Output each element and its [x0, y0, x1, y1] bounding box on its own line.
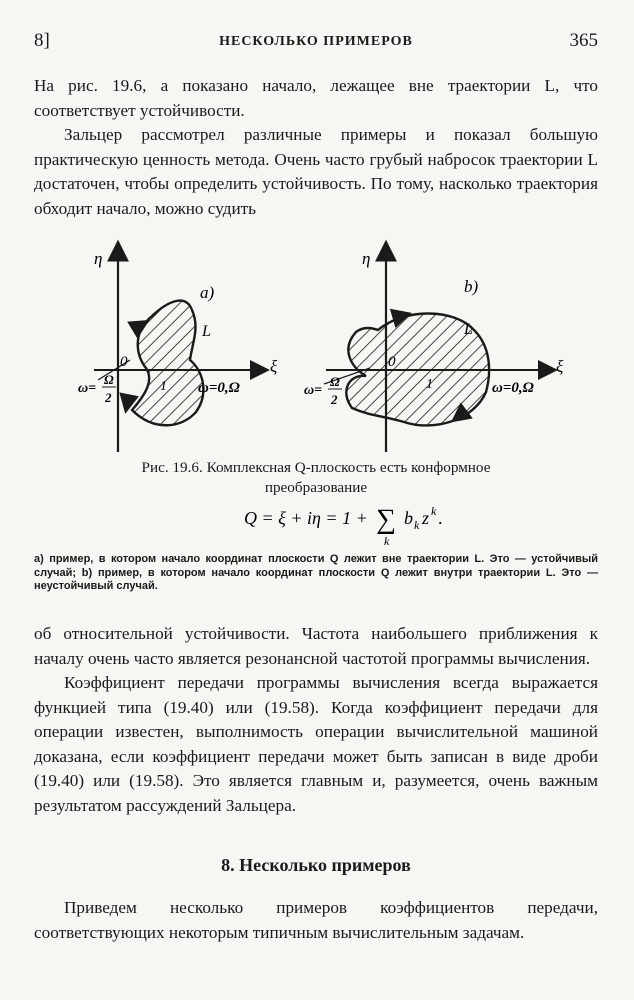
- body-paragraph-1: об относительной устойчивости. Частота наибольшего приближения к началу очень часто является резонансной частотой программы вычисления.: [34, 624, 598, 668]
- omega-left-prefix-a: ω=: [78, 381, 97, 396]
- book-page: [34, 0, 598, 1000]
- origin-label-b: 0: [388, 354, 396, 370]
- omega-left-num-b: Ω: [330, 374, 340, 389]
- formula-coef: b: [404, 508, 413, 528]
- section-marker: 8]: [34, 30, 50, 51]
- panel-b-tag: b): [464, 277, 479, 296]
- closing-paragraph: Приведем несколько примеров коэффициентов передачи, соответствующих некоторым типичным вычислительным задачам.: [34, 898, 598, 942]
- closing-text: [34, 896, 598, 945]
- intro-paragraph-1: На рис. 19.6, a показано начало, лежащее вне траектории L, что соответствует устойчивости.: [34, 76, 598, 120]
- one-label-a: 1: [160, 379, 167, 394]
- eta-label-b: η: [362, 249, 371, 268]
- caption-line-1: Рис. 19.6. Комплексная Q-плоскость есть конформное: [141, 459, 491, 476]
- curve-arrow-a2: [126, 400, 128, 410]
- trajectory-curve-a: [132, 301, 203, 426]
- formula-svg: [34, 498, 598, 550]
- one-label-b: 1: [426, 377, 433, 392]
- intro-paragraph-2: Зальцер рассмотрел различные примеры и показал большую практическую ценность метода. Очень часто грубый набросок траектории L достаточен, чтобы определить устойчивость. По тому, насколько траектория обходит начало, можно судить: [34, 125, 598, 218]
- curve-label-a: L: [202, 323, 211, 340]
- xi-label-a: ξ: [270, 357, 278, 376]
- intro-text: [34, 74, 598, 221]
- panel-b: [304, 244, 564, 452]
- omega-right-a: ω=0,Ω: [198, 380, 240, 396]
- running-title: НЕСКОЛЬКО ПРИМЕРОВ: [219, 34, 413, 49]
- omega-left-num-a: Ω: [104, 372, 114, 387]
- caption-line-2: преобразование: [264, 479, 368, 496]
- formula-var: z: [422, 508, 430, 528]
- section-heading: 8. Несколько примеров: [221, 855, 411, 875]
- formula-exponent: k: [431, 504, 437, 518]
- omega-left-den-b: 2: [331, 392, 338, 407]
- formula-lhs: Q = ξ + iη = 1 +: [244, 508, 368, 528]
- figure-caption: [34, 458, 598, 498]
- formula-period: .: [438, 508, 443, 528]
- formula-sum-index: k: [384, 534, 390, 548]
- formula-coef-index: k: [414, 518, 420, 532]
- omega-right-b: ω=0,Ω: [492, 380, 534, 396]
- eta-label-a: η: [94, 249, 103, 268]
- caption-formula: [34, 498, 598, 550]
- omega-left-den-a: 2: [105, 390, 112, 405]
- panel-a: [78, 244, 278, 452]
- figure-note: [34, 553, 598, 594]
- panel-a-tag: a): [200, 283, 215, 302]
- omega-left-prefix-b: ω=: [304, 383, 323, 398]
- page-number: 365: [569, 30, 598, 51]
- body-text: [34, 622, 598, 818]
- curve-label-b: L: [464, 321, 473, 338]
- figure-note-text: a) пример, в котором начало координат плоскости Q лежит вне траектории L. Это — устойчивый случай; b) пример, в котором начало координат плоскости Q лежит внутри траектории L. Это — неустойчивый случай.: [34, 553, 598, 593]
- formula-sum: ∑: [376, 504, 396, 535]
- body-paragraph-2: Коэффициент передачи программы вычисления всегда выражается функцией типа (19.40) или (19.58). Когда коэффициент передачи для операции известен, выполнимость операции вычислительной машиной доказана, если коэффициент передачи может быть записан в виде дроби (19.40) или (19.58). Это является главным и, разумеется, очень важным результатом рассуждений Зальцера.: [34, 673, 598, 815]
- xi-label-b: ξ: [556, 357, 564, 376]
- figure-diagram: [34, 232, 598, 462]
- figure-19-6: [34, 232, 598, 462]
- origin-label-a: 0: [120, 354, 128, 370]
- running-header: [34, 30, 598, 54]
